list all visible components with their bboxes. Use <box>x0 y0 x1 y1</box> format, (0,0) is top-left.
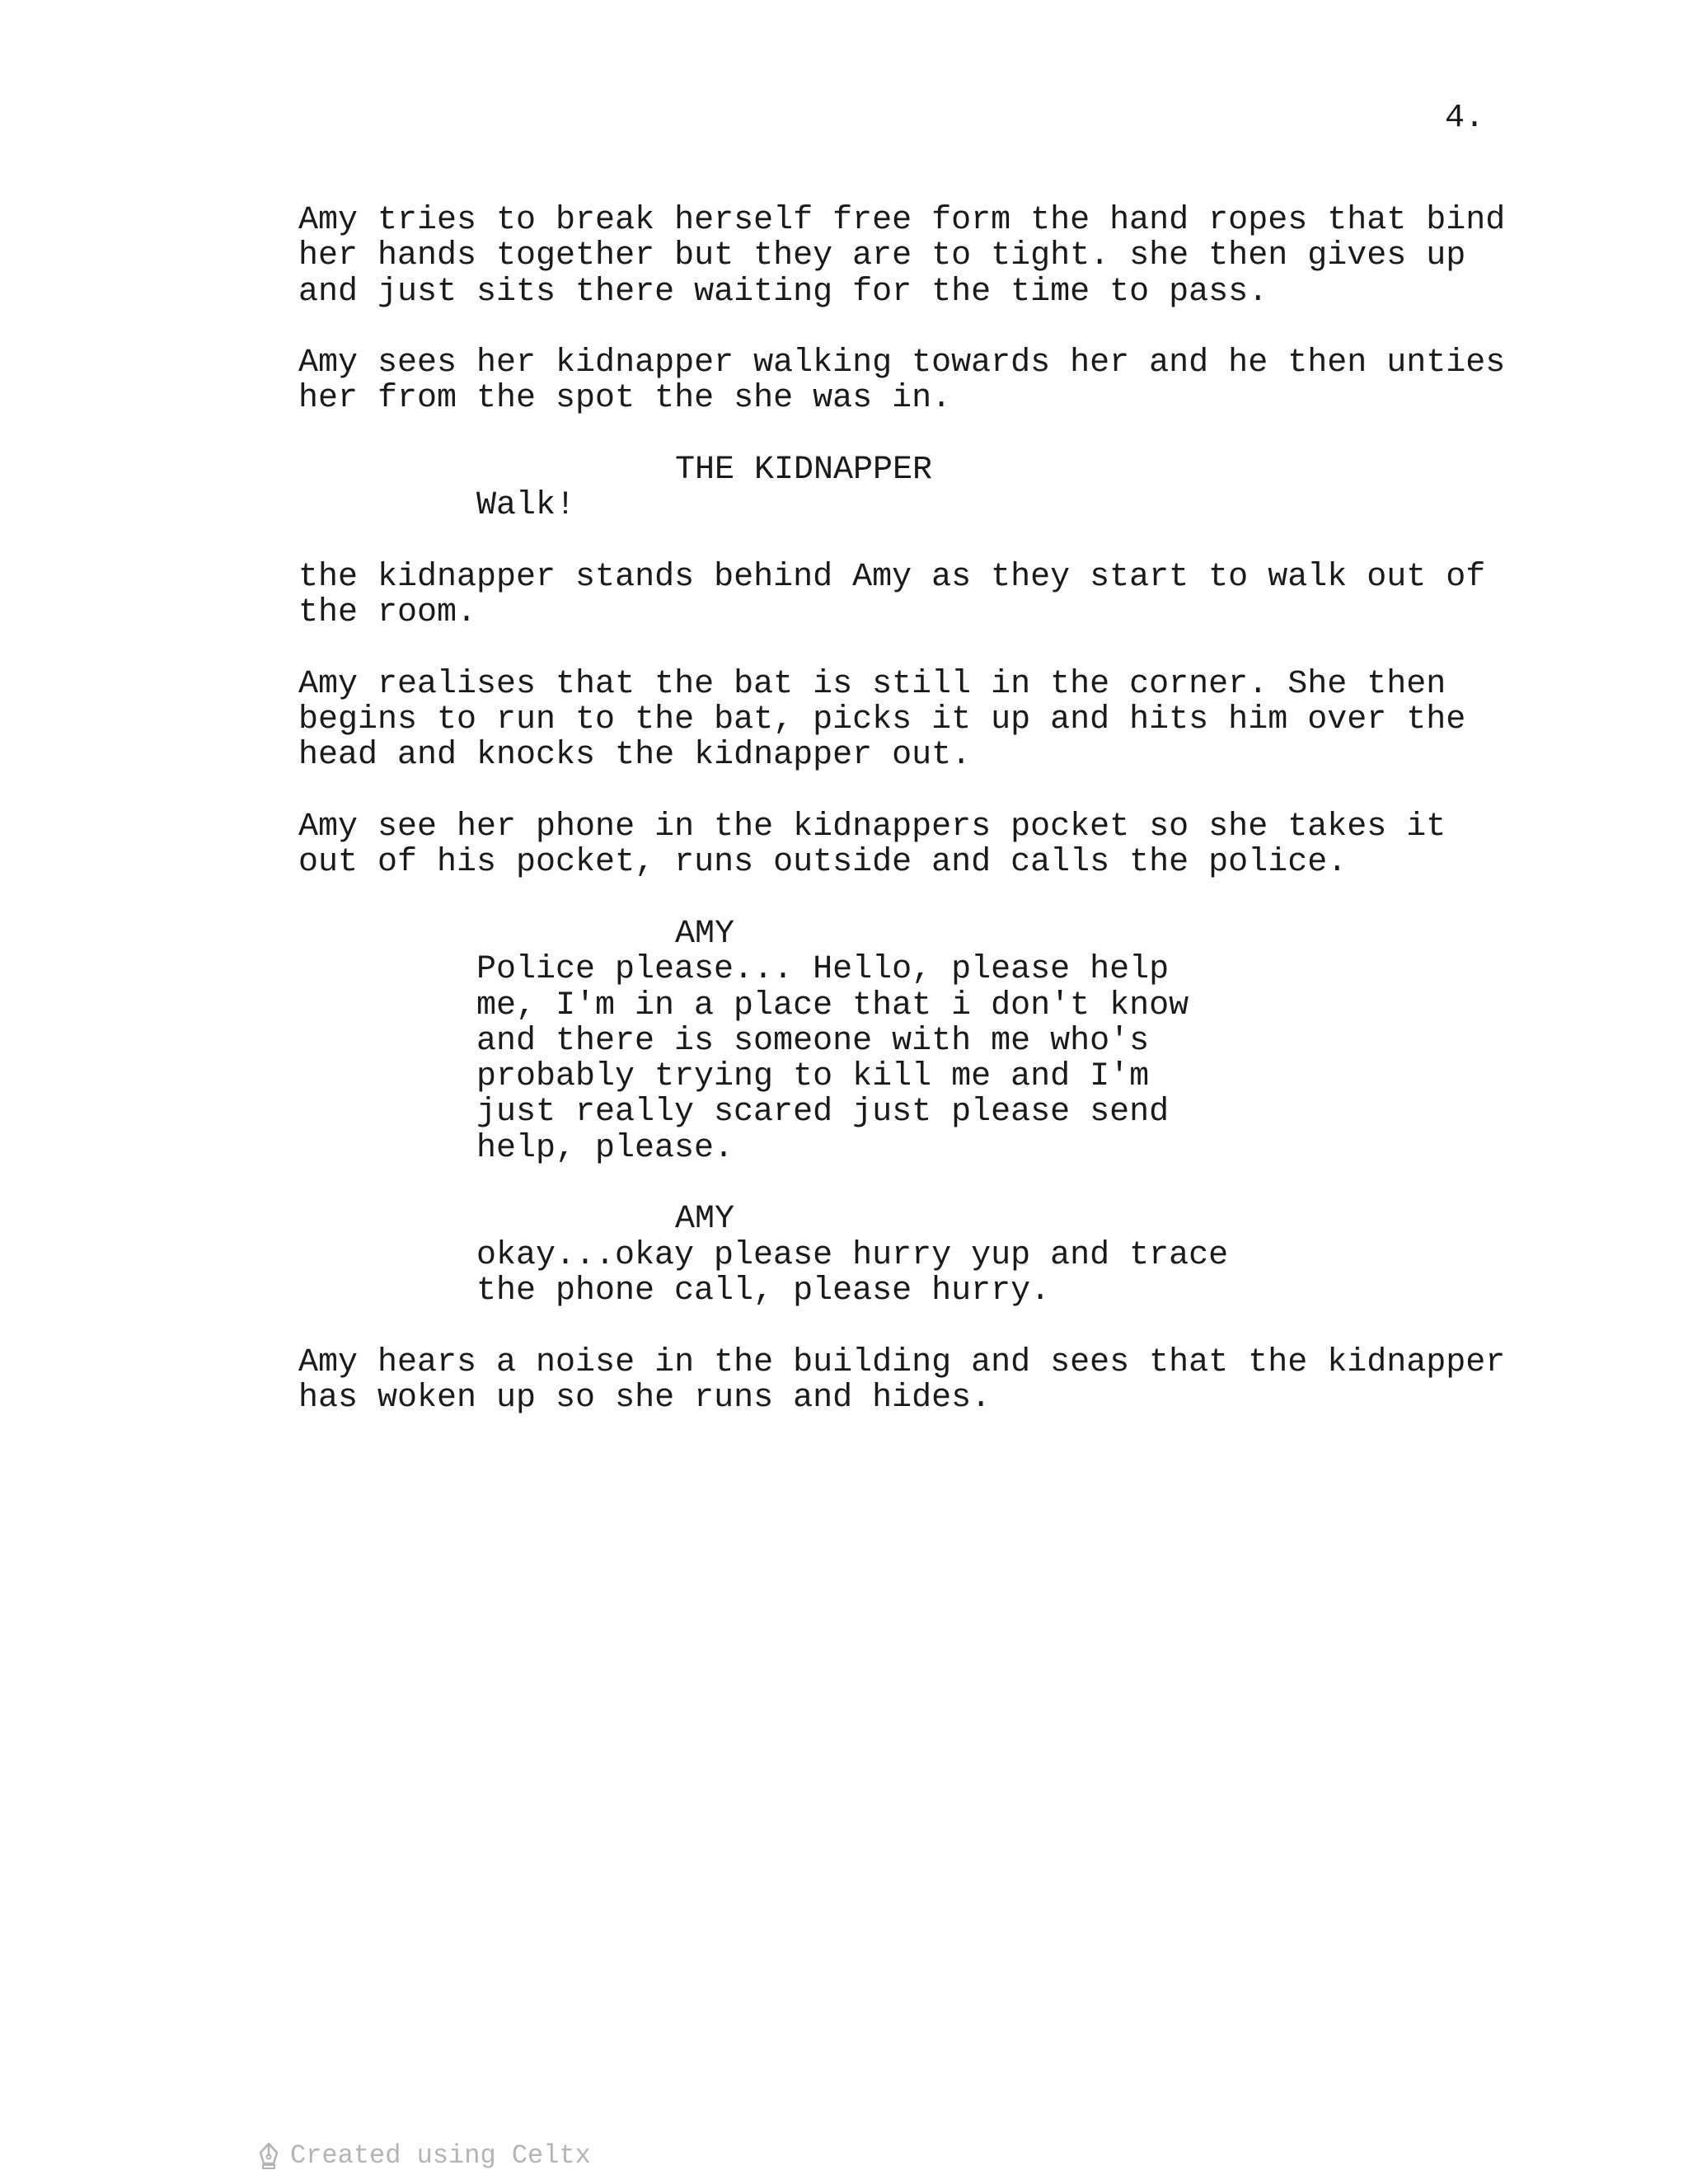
footer-text: Created using Celtx <box>290 2140 591 2171</box>
script-body <box>0 203 1688 1451</box>
character-name: AMY <box>675 1201 735 1239</box>
action-line: Amy tries to break herself free form the hand ropes that bind her hands together but they are to tight. she then gives up and just sits there waiting for the time to pass. <box>298 202 1506 311</box>
dialogue-line: okay...okay please hurry yup and trace the phone call, please hurry. <box>476 1236 1229 1310</box>
action-line: Amy sees her kidnapper walking towards her and he then unties her from the spot the she was in. <box>298 344 1506 418</box>
dialogue-line: Police please... Hello, please help me, I'm in a place that i don't know and there is someone with me who's probably trying to kill me and I'm just really scared just please send help, please. <box>476 951 1189 1167</box>
character-name: THE KIDNAPPER <box>675 452 933 490</box>
page-number: 4. <box>1445 100 1485 137</box>
action-line: Amy see her phone in the kidnappers pocket so she takes it out of his pocket, runs outside and calls the police. <box>298 808 1447 882</box>
action-line: Amy realises that the bat is still in the corner. She then begins to run to the bat, picks it up and hits him over the head and knocks the kidnapper out. <box>298 665 1466 775</box>
dialogue-line: Walk! <box>476 487 576 525</box>
action-line: the kidnapper stands behind Amy as they start to walk out of the room. <box>298 558 1486 632</box>
action-line: Amy hears a noise in the building and sees that the kidnapper has woken up so she runs and hides. <box>298 1343 1506 1417</box>
character-name: AMY <box>675 915 735 953</box>
pen-nib-icon <box>257 2141 280 2171</box>
footer-watermark <box>257 2141 591 2171</box>
